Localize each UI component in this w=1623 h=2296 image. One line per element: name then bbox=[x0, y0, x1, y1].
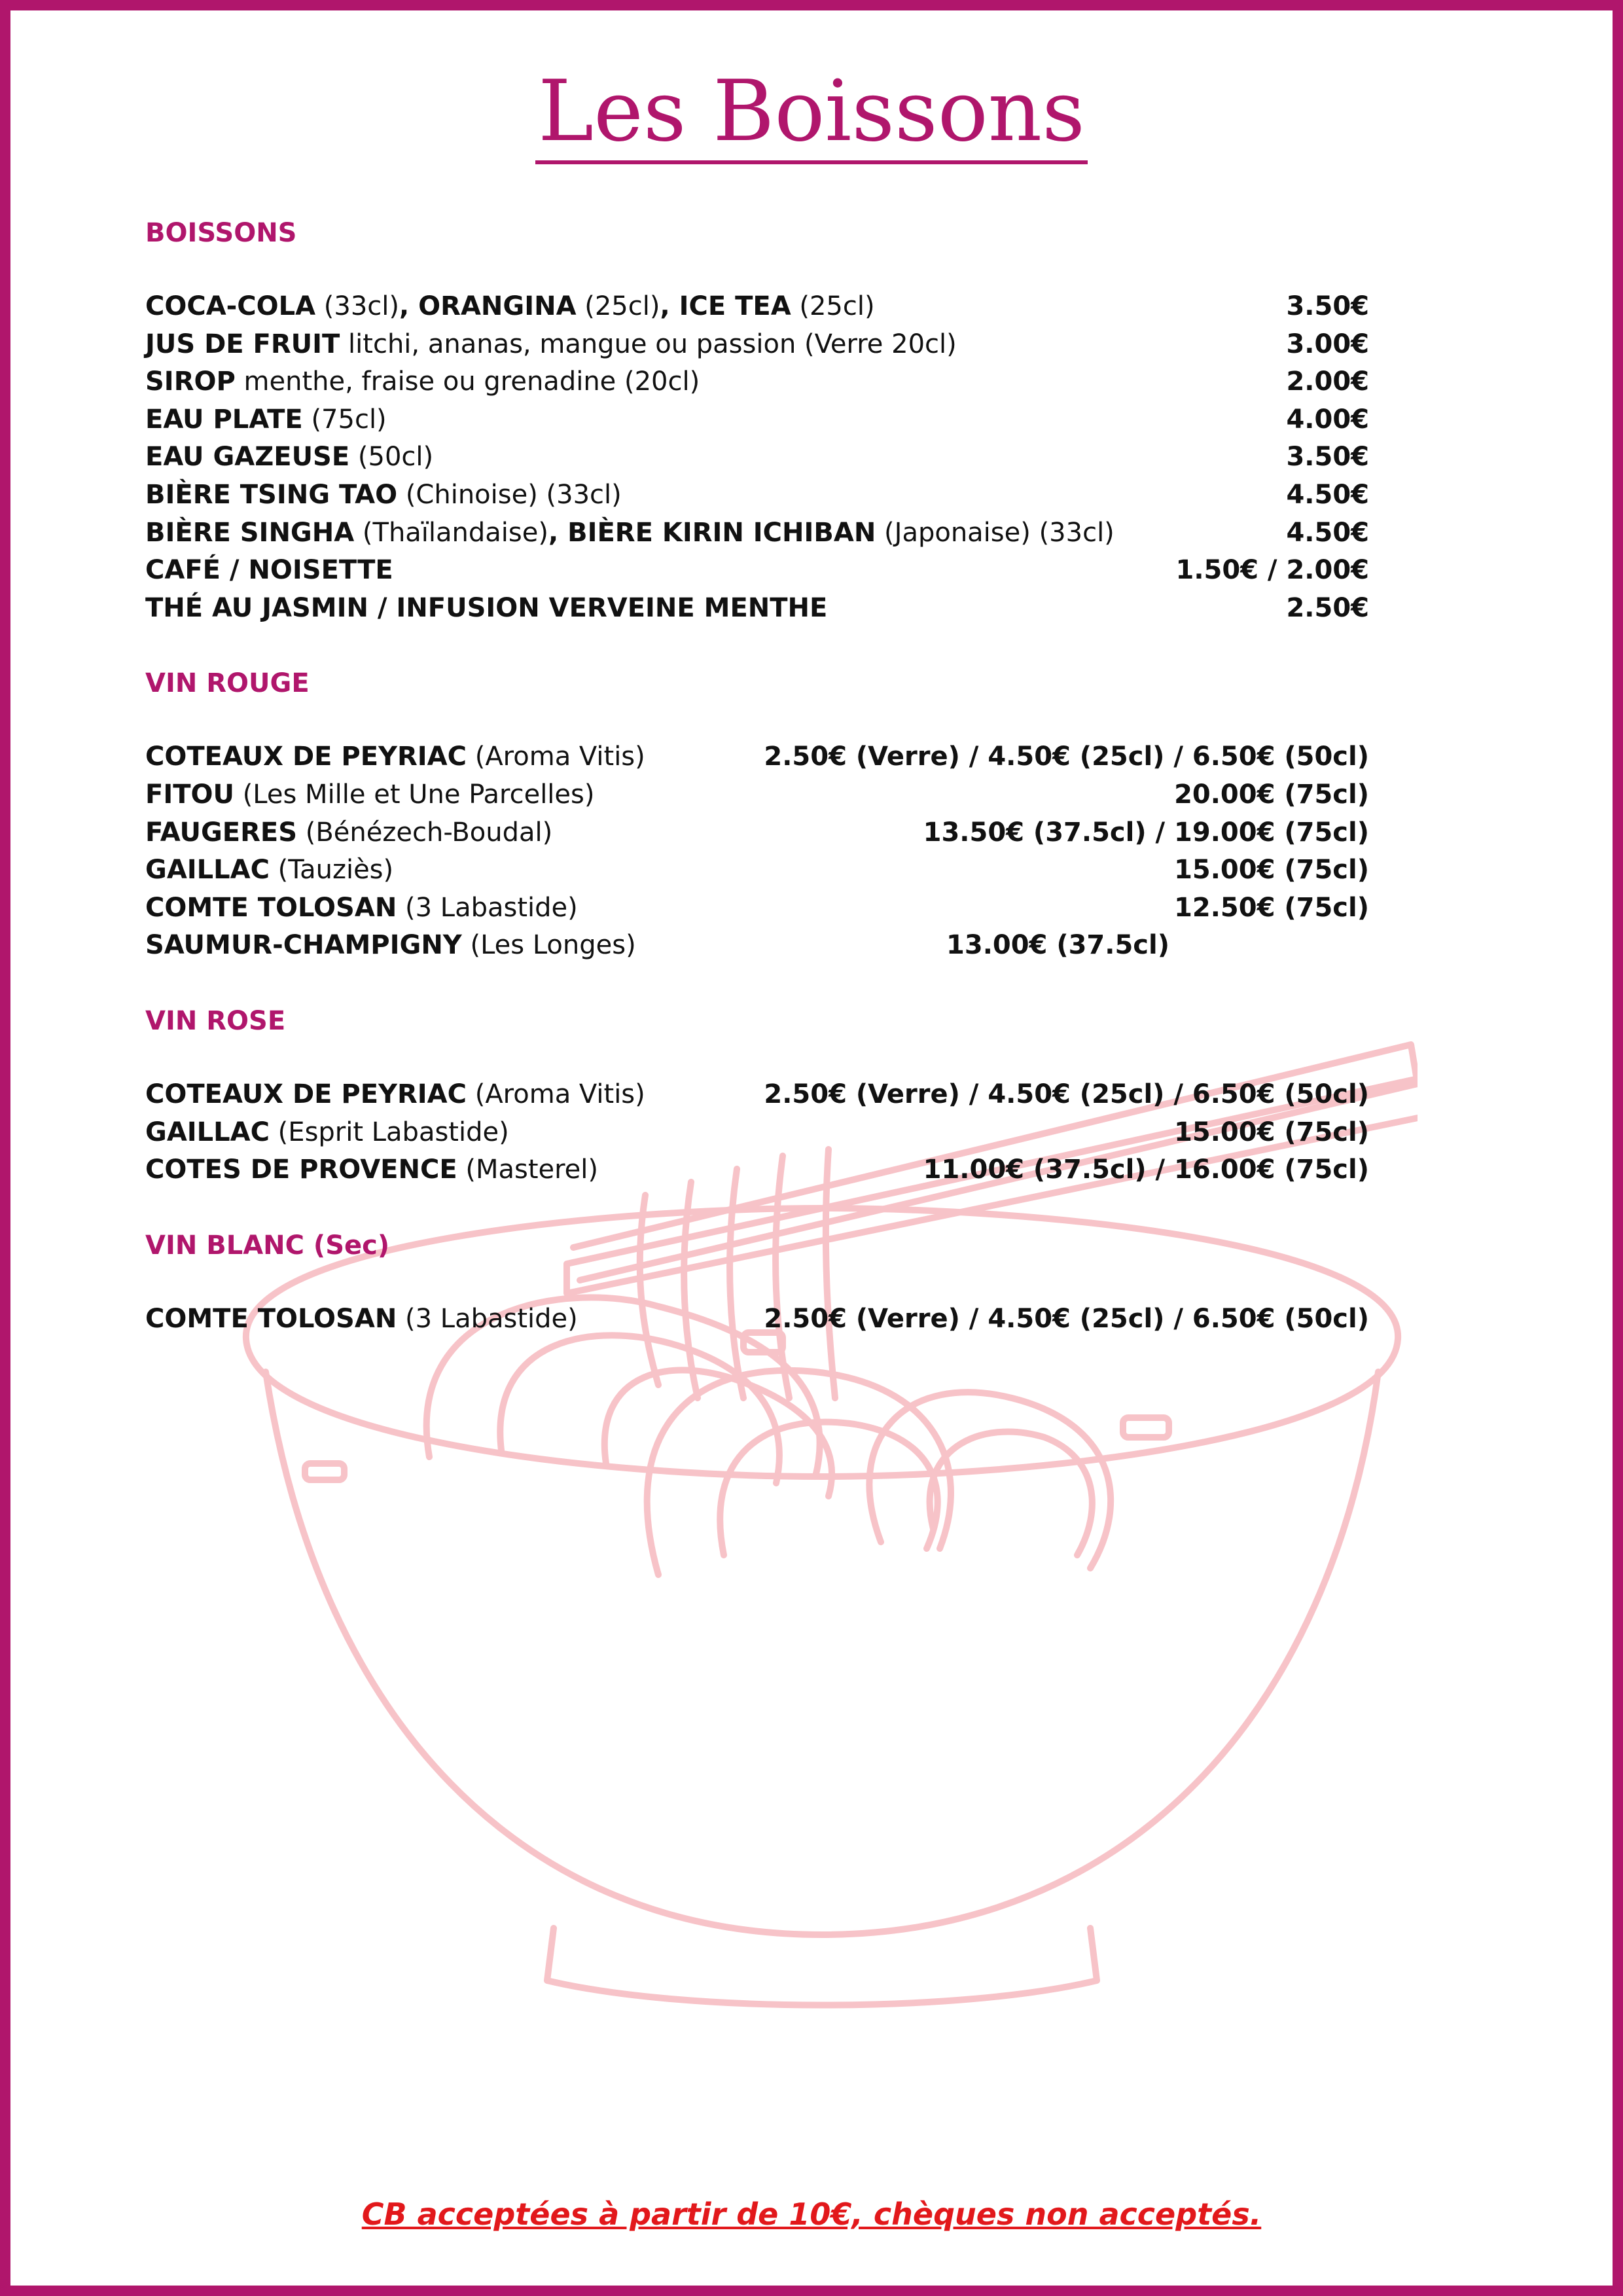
item-name-part: (3 Labastide) bbox=[397, 892, 578, 923]
item-name-part: (Tauziès) bbox=[269, 855, 394, 886]
item-name bbox=[145, 363, 700, 401]
item-name-part: (Masterel) bbox=[457, 1155, 599, 1185]
menu-item bbox=[145, 738, 1369, 776]
item-name bbox=[145, 776, 594, 814]
item-price: 1.50€ / 2.00€ bbox=[1175, 555, 1369, 586]
item-name-part: (25cl) bbox=[791, 291, 875, 321]
item-price: 2.50€ bbox=[1286, 592, 1369, 623]
section-title: VIN ROUGE bbox=[145, 668, 310, 699]
page-title: Les Boissons bbox=[10, 63, 1613, 160]
item-name bbox=[145, 1300, 578, 1338]
item-name-part: FITOU bbox=[145, 779, 234, 810]
item-name bbox=[145, 814, 552, 852]
menu-section bbox=[145, 1226, 1369, 1338]
item-name-part: litchi, ananas, mangue ou passion (Verre 20cl) bbox=[340, 329, 957, 359]
item-price: 15.00€ (75cl) bbox=[1174, 1117, 1369, 1147]
item-name-part: COTEAUX DE PEYRIAC bbox=[145, 1079, 467, 1109]
item-name-part: (Les Mille et Une Parcelles) bbox=[234, 779, 595, 810]
item-name-part: EAU GAZEUSE bbox=[145, 442, 350, 473]
section-title: VIN ROSE bbox=[145, 1005, 286, 1036]
item-name bbox=[145, 476, 622, 514]
item-name-part: GAILLAC bbox=[145, 855, 270, 886]
item-name-part: COMTE TOLOSAN bbox=[145, 1303, 397, 1334]
item-name bbox=[145, 514, 1115, 552]
menu-item bbox=[145, 439, 1369, 476]
item-name-part: (Les Longes) bbox=[461, 930, 636, 961]
item-name-part: COTEAUX DE PEYRIAC bbox=[145, 742, 467, 772]
menu-item bbox=[145, 552, 1369, 590]
menu-item bbox=[145, 1300, 1369, 1338]
section-title: VIN BLANC (Sec) bbox=[145, 1230, 390, 1261]
item-name-part: , ICE TEA bbox=[660, 291, 791, 321]
item-name-part: (Aroma Vitis) bbox=[467, 1079, 645, 1109]
section-title: BOISSONS bbox=[145, 218, 297, 248]
item-name-part: (Chinoise) (33cl) bbox=[397, 479, 622, 510]
item-price: 13.00€ (37.5cl) bbox=[946, 930, 1169, 961]
item-price: 4.50€ bbox=[1286, 517, 1369, 548]
item-name bbox=[145, 927, 636, 965]
item-name-part: (Aroma Vitis) bbox=[467, 742, 645, 772]
item-price: 2.50€ (Verre) / 4.50€ (25cl) / 6.50€ (50cl) bbox=[764, 1079, 1369, 1109]
menu-content bbox=[145, 213, 1369, 1374]
item-name-part: COMTE TOLOSAN bbox=[145, 892, 397, 923]
menu-item bbox=[145, 514, 1369, 552]
menu-item bbox=[145, 927, 1369, 965]
item-name-part: menthe, fraise ou grenadine (20cl) bbox=[235, 367, 700, 397]
menu-item bbox=[145, 401, 1369, 439]
menu-section bbox=[145, 213, 1369, 627]
item-price: 12.50€ (75cl) bbox=[1174, 892, 1369, 923]
item-name bbox=[145, 590, 827, 628]
item-name bbox=[145, 1151, 598, 1189]
item-name-part: GAILLAC bbox=[145, 1117, 270, 1147]
item-name bbox=[145, 288, 875, 326]
menu-item bbox=[145, 363, 1369, 401]
item-name-part: , ORANGINA bbox=[399, 291, 577, 321]
item-name bbox=[145, 852, 393, 889]
item-name bbox=[145, 889, 578, 927]
menu-item bbox=[145, 1114, 1369, 1152]
item-name bbox=[145, 738, 645, 776]
menu-item bbox=[145, 889, 1369, 927]
item-name-part: CAFÉ / NOISETTE bbox=[145, 555, 393, 586]
item-name-part: (3 Labastide) bbox=[397, 1303, 578, 1334]
item-name-part: SAUMUR-CHAMPIGNY bbox=[145, 930, 462, 961]
item-price: 2.50€ (Verre) / 4.50€ (25cl) / 6.50€ (50cl) bbox=[764, 742, 1369, 772]
item-name-part: THÉ AU JASMIN / INFUSION VERVEINE MENTHE bbox=[145, 592, 828, 623]
menu-item bbox=[145, 326, 1369, 364]
item-name-part: COCA-COLA bbox=[145, 291, 316, 321]
item-name-part: (33cl) bbox=[315, 291, 400, 321]
item-name-part: SIROP bbox=[145, 367, 236, 397]
item-price: 20.00€ (75cl) bbox=[1174, 779, 1369, 810]
item-name-part: , BIÈRE KIRIN ICHIBAN bbox=[548, 517, 876, 548]
item-price: 3.00€ bbox=[1286, 329, 1369, 359]
item-name-part: BIÈRE TSING TAO bbox=[145, 479, 398, 510]
item-name bbox=[145, 439, 433, 476]
menu-item bbox=[145, 1076, 1369, 1114]
menu-item bbox=[145, 476, 1369, 514]
item-price: 3.50€ bbox=[1286, 442, 1369, 473]
item-price: 4.50€ bbox=[1286, 479, 1369, 510]
item-name-part: COTES DE PROVENCE bbox=[145, 1155, 457, 1185]
item-name-part: BIÈRE SINGHA bbox=[145, 517, 355, 548]
payment-note: CB acceptées à partir de 10€, chèques non acceptés. bbox=[361, 2197, 1262, 2232]
item-price: 4.00€ bbox=[1286, 404, 1369, 435]
menu-item bbox=[145, 814, 1369, 852]
item-price: 15.00€ (75cl) bbox=[1174, 855, 1369, 886]
item-name-part: FAUGERES bbox=[145, 817, 298, 848]
menu-item bbox=[145, 852, 1369, 889]
item-name bbox=[145, 326, 957, 364]
item-name-part: (50cl) bbox=[349, 442, 434, 473]
menu-item bbox=[145, 590, 1369, 628]
item-name bbox=[145, 401, 387, 439]
item-price: 2.00€ bbox=[1286, 367, 1369, 397]
item-price: 13.50€ (37.5cl) / 19.00€ (75cl) bbox=[923, 817, 1369, 848]
item-name-part: (Esprit Labastide) bbox=[269, 1117, 509, 1147]
item-name-part: (Thaïlandaise) bbox=[354, 517, 548, 548]
item-name bbox=[145, 552, 393, 590]
menu-item bbox=[145, 288, 1369, 326]
item-name-part: (75cl) bbox=[302, 404, 387, 435]
item-name bbox=[145, 1114, 509, 1152]
menu-section bbox=[145, 1001, 1369, 1189]
item-name-part: (25cl) bbox=[576, 291, 660, 321]
item-price: 11.00€ (37.5cl) / 16.00€ (75cl) bbox=[923, 1155, 1369, 1185]
item-name-part: (Japonaise) (33cl) bbox=[876, 517, 1115, 548]
menu-section bbox=[145, 664, 1369, 965]
item-name-part: EAU PLATE bbox=[145, 404, 303, 435]
menu-item bbox=[145, 1151, 1369, 1189]
item-name bbox=[145, 1076, 645, 1114]
menu-item bbox=[145, 776, 1369, 814]
item-name-part: JUS DE FRUIT bbox=[145, 329, 340, 359]
item-name-part: (Bénézech-Boudal) bbox=[297, 817, 553, 848]
item-price: 3.50€ bbox=[1286, 291, 1369, 321]
item-price: 2.50€ (Verre) / 4.50€ (25cl) / 6.50€ (50cl) bbox=[764, 1303, 1369, 1334]
